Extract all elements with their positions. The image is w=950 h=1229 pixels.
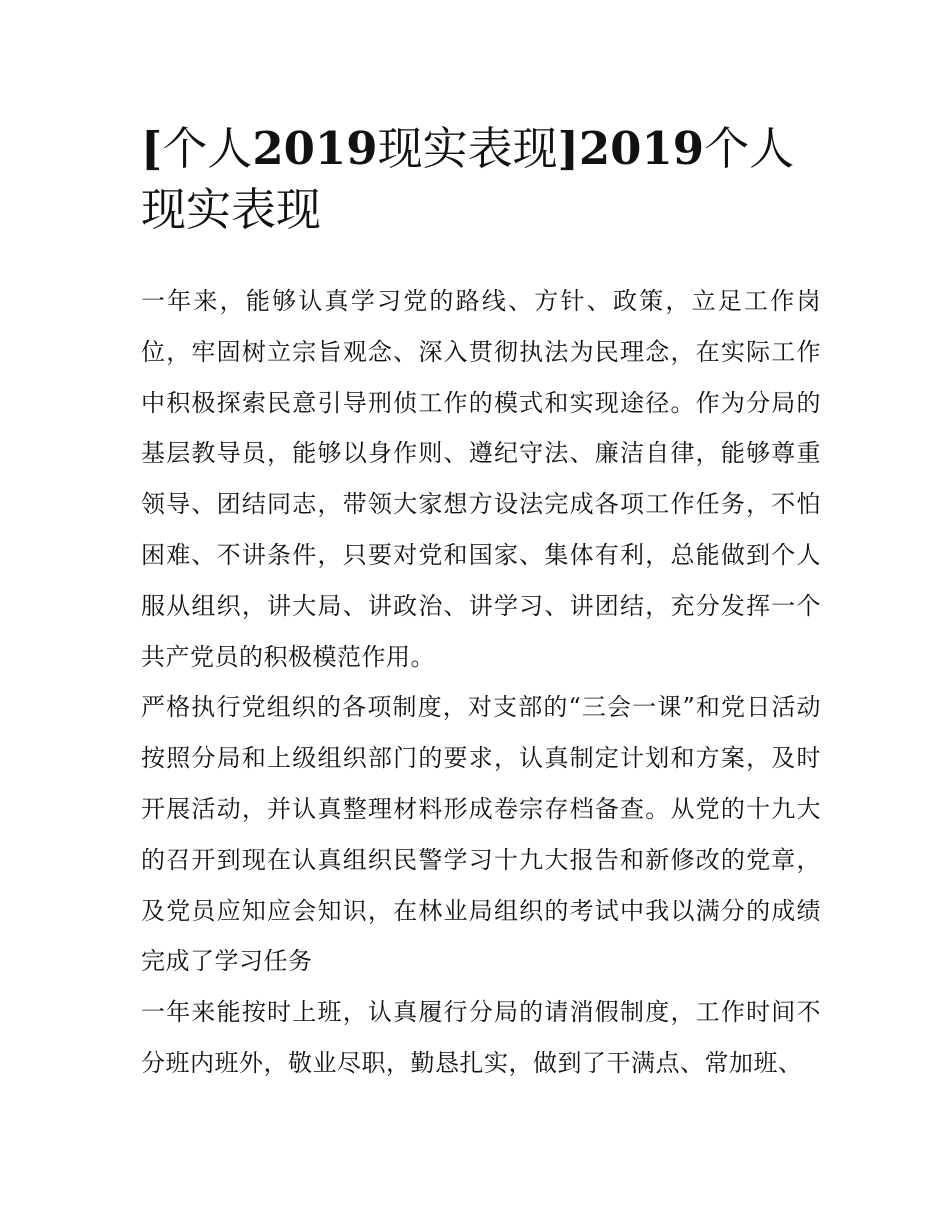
paragraph-1: 一年来，能够认真学习党的路线、方针、政策，立足工作岗位，牢固树立宗旨观念、深入贯彻执法为民理念，在实际工作中积极探索民意引导刑侦工作的模式和实现途径。作为分局的基层教导员，能够以身作则、遵纪守法、廉洁自律，能够尊重领导、团结同志，带领大家想方设法完成各项工作任务，不怕困难、不讲条件，只要对党和国家、集体有利，总能做到个人服从组织，讲大局、讲政治、讲学习、讲团结，充分发挥一个共产党员的积极模范作用。 [141, 287, 821, 671]
document-body [141, 276, 821, 1089]
paragraph-2: 严格执行党组织的各项制度，对支部的“三会一课”和党日活动按照分局和上级组织部门的要求，认真制定计划和方案，及时开展活动，并认真整理材料形成卷宗存档备查。从党的十九大的召开到现在认真组织民警学习十九大报告和新修改的党章，及党员应知应会知识，在林业局组织的考试中我以满分的成绩完成了学习任务 [141, 693, 821, 976]
paragraph-3: 一年来能按时上班，认真履行分局的请消假制度，工作时间不分班内班外，敬业尽职，勤恳扎实，做到了干满点、常加班、 [141, 998, 821, 1077]
document-title: [个人2019现实表现]2019个人现实表现 [141, 122, 795, 236]
